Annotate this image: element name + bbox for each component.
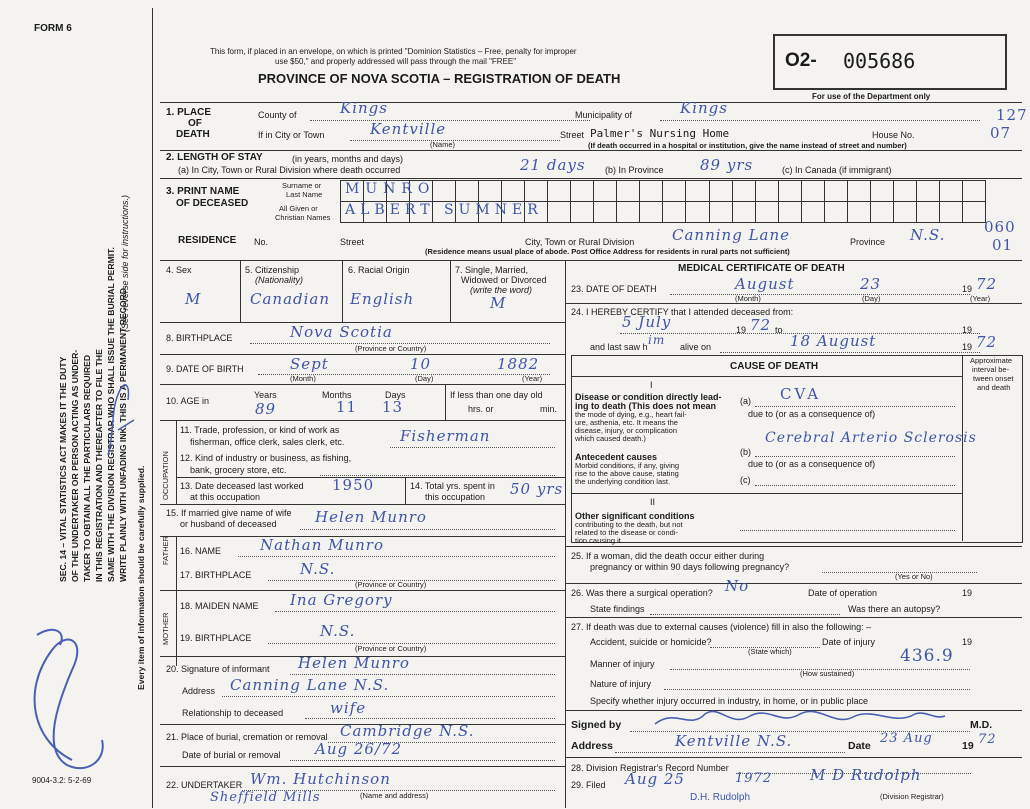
label-nature: Nature of injury bbox=[590, 679, 652, 689]
label-ante-3: rise to the above cause, stating bbox=[575, 469, 679, 478]
postal-note-2: use $50," and properly addressed will pass through the mail "FREE" bbox=[275, 57, 517, 66]
label-stay-province: (b) In Province bbox=[605, 165, 664, 175]
label-name-address: (Name and address) bbox=[360, 791, 429, 800]
value-surgical: No bbox=[725, 577, 750, 595]
label-cd-3: the mode of dying, e.g., heart fail- bbox=[575, 410, 687, 419]
label-marital-3: (write the word) bbox=[470, 285, 533, 295]
label-cd-6: which caused death.) bbox=[575, 434, 646, 443]
label-surname-2: Last Name bbox=[286, 190, 323, 199]
value-informant: Helen Munro bbox=[298, 654, 410, 672]
form-left-border bbox=[152, 8, 153, 808]
value-res-code-2: 01 bbox=[992, 236, 1014, 254]
label-trade-2: fisherman, office clerk, sales clerk, etc. bbox=[190, 437, 345, 447]
label-total-years: 14. Total yrs. spent in bbox=[410, 481, 495, 491]
label-osc-4: tion causing it. bbox=[575, 536, 623, 545]
label-print-name: 3. PRINT NAME bbox=[166, 186, 240, 197]
value-last-saw-date: 18 August bbox=[790, 332, 877, 350]
form-title: PROVINCE OF NOVA SCOTIA – REGISTRATION OF DEATH bbox=[258, 71, 621, 86]
label-name-paren: (Name) bbox=[430, 140, 456, 149]
label-burial-date: Date of burial or removal bbox=[182, 750, 281, 760]
cause-title: CAUSE OF DEATH bbox=[730, 361, 819, 372]
label-dob-day: (Day) bbox=[415, 374, 434, 383]
label-death-month: (Month) bbox=[735, 294, 761, 303]
initial-scribble bbox=[12, 610, 122, 780]
label-due-a: due to (or as a consequence of) bbox=[748, 409, 876, 419]
registration-number-box bbox=[773, 34, 1007, 90]
label-undertaker: 22. UNDERTAKER bbox=[166, 780, 243, 790]
value-father-birthplace: N.S. bbox=[300, 560, 336, 578]
label-pregnancy: 25. If a woman, did the death occur either during bbox=[571, 551, 765, 561]
value-mother-maiden: Ina Gregory bbox=[290, 591, 393, 609]
label-racial: 6. Racial Origin bbox=[348, 265, 410, 275]
label-father-name: 16. NAME bbox=[180, 546, 222, 556]
side-handwriting bbox=[100, 370, 140, 460]
value-father-name: Nathan Munro bbox=[260, 536, 385, 554]
label-signed-date: Date bbox=[848, 740, 871, 752]
label-industry: 12. Kind of industry or business, as fishing, bbox=[180, 453, 352, 463]
label-dob-month: (Month) bbox=[290, 374, 316, 383]
side-text-1: SEC. 14 – VITAL STATISTICS ACT MAKES IT THE DUTY bbox=[58, 356, 68, 582]
value-total-years: 50 yrs bbox=[510, 480, 564, 498]
label-due-b: due to (or as a consequence of) bbox=[748, 459, 876, 469]
label-years: Years bbox=[254, 390, 277, 400]
value-res-city: Canning Lane bbox=[672, 226, 791, 244]
value-last-worked: 1950 bbox=[332, 476, 375, 494]
label-certify: 24. I HEREBY CERTIFY that I attended deceased from: bbox=[571, 307, 794, 317]
label-given: All Given or bbox=[279, 204, 318, 213]
value-burial-place: Cambridge N.S. bbox=[340, 722, 475, 740]
label-res-street: Street bbox=[340, 237, 365, 247]
label-city-town: If in City or Town bbox=[258, 130, 325, 140]
side-text-3: TAKER TO OBTAIN ALL THE PARTICULARS REQUIRED bbox=[82, 354, 92, 582]
form-code: 9004-3.2: 5-2-69 bbox=[32, 776, 92, 785]
value-last-saw-pronoun: im bbox=[648, 333, 666, 347]
label-alive-on: alive on bbox=[680, 342, 712, 352]
value-dob-year: 1882 bbox=[497, 355, 540, 373]
label-less-day: If less than one day old bbox=[450, 390, 543, 400]
label-record-number: 28. Division Registrar's Record Number bbox=[571, 763, 729, 773]
value-stay-city: 21 days bbox=[520, 156, 586, 174]
label-dob: 9. DATE OF BIRTH bbox=[166, 364, 244, 374]
physician-signature bbox=[650, 706, 950, 732]
label-cd-2: ing to death (This does not mean bbox=[575, 401, 717, 411]
reg-prefix: O2- bbox=[785, 50, 817, 71]
value-burial-date: Aug 26/72 bbox=[315, 740, 403, 758]
value-spouse: Helen Munro bbox=[315, 508, 427, 526]
value-attended-from-year: 72 bbox=[750, 316, 772, 334]
label-interval-2: interval be- bbox=[972, 365, 1010, 374]
label-attended-to-19: 19 bbox=[962, 325, 973, 335]
label-cd-4: ure, asthenia, etc. It means the bbox=[575, 418, 678, 427]
side-text-5: SAME WITH THE DIVISION REGISTRAR WHO SHALL ISSUE THE BURIAL PERMIT. bbox=[106, 247, 116, 582]
label-age: 10. AGE in bbox=[166, 396, 210, 406]
value-muni-code: 127 bbox=[996, 106, 1028, 124]
label-informant: 20. Signature of informant bbox=[166, 664, 270, 674]
label-last-worked-2: at this occupation bbox=[190, 492, 261, 502]
label-prov-country-8: (Province or Country) bbox=[355, 344, 427, 353]
label-md: M.D. bbox=[970, 719, 993, 731]
label-birthplace: 8. BIRTHPLACE bbox=[166, 333, 233, 343]
label-osc-1: Other significant conditions bbox=[575, 511, 695, 521]
value-given: ALBERT SUMNER bbox=[345, 202, 543, 218]
label-residence: RESIDENCE bbox=[178, 235, 237, 246]
label-res-province: Province bbox=[850, 237, 886, 247]
label-length-stay-sub: (in years, months and days) bbox=[292, 154, 404, 164]
label-death-day: (Day) bbox=[862, 294, 881, 303]
label-interval-3: tween onset bbox=[973, 374, 1014, 383]
label-spouse-2: or husband of deceased bbox=[180, 519, 277, 529]
label-days: Days bbox=[385, 390, 406, 400]
label-yes-no: (Yes or No) bbox=[895, 572, 933, 581]
value-citizenship: Canadian bbox=[250, 290, 331, 308]
label-hrs: hrs. or bbox=[468, 404, 494, 414]
label-ante-2: Morbid conditions, if any, giving bbox=[575, 461, 680, 470]
label-filed: 29. Filed bbox=[571, 780, 606, 790]
label-sex: 4. Sex bbox=[166, 265, 192, 275]
label-stay-canada: (c) In Canada (if immigrant) bbox=[782, 165, 892, 175]
label-accident: Accident, suicide or homicide? bbox=[590, 637, 712, 647]
label-res-city: City, Town or Rural Division bbox=[525, 237, 635, 247]
label-how: (How sustained) bbox=[800, 669, 855, 678]
label-osc-2: contributing to the death, but not bbox=[575, 520, 683, 529]
value-dob-day: 10 bbox=[410, 355, 432, 373]
label-state-which: (State which) bbox=[748, 647, 792, 656]
label-date-operation: Date of operation bbox=[808, 588, 878, 598]
label-months: Months bbox=[322, 390, 352, 400]
value-racial: English bbox=[350, 290, 415, 308]
side-text-7: (See reverse side for instructions.) bbox=[120, 194, 130, 332]
label-interval: Approximate bbox=[970, 356, 1013, 365]
label-place-of: OF bbox=[188, 118, 202, 129]
label-occupation: OCCUPATION bbox=[161, 451, 170, 500]
value-surname: MUNRO bbox=[345, 181, 436, 197]
label-maiden-name: 18. MAIDEN NAME bbox=[180, 601, 259, 611]
medical-title: MEDICAL CERTIFICATE OF DEATH bbox=[678, 263, 845, 274]
label-industry-place: Specify whether injury occurred in industry, in home, or in public place bbox=[590, 696, 868, 706]
value-mother-birthplace: N.S. bbox=[320, 622, 356, 640]
surname-grid bbox=[340, 180, 986, 202]
label-spouse: 15. If married give name of wife bbox=[166, 508, 292, 518]
value-signed-date: 23 Aug bbox=[880, 731, 933, 746]
value-street: Palmer's Nursing Home bbox=[590, 127, 730, 140]
form-id: FORM 6 bbox=[34, 23, 72, 34]
label-state-findings: State findings bbox=[590, 604, 645, 614]
label-division-registrar: (Division Registrar) bbox=[880, 792, 944, 801]
label-informant-address: Address bbox=[182, 686, 216, 696]
value-registrar-print: D.H. Rudolph bbox=[690, 792, 751, 803]
value-age-days: 13 bbox=[382, 398, 404, 416]
value-injury-code: 436.9 bbox=[900, 646, 954, 666]
label-municipality: Municipality of bbox=[575, 110, 633, 120]
value-undertaker-address: Sheffield Mills bbox=[210, 790, 321, 805]
label-min: min. bbox=[540, 404, 558, 414]
label-length-stay: 2. LENGTH OF STAY bbox=[166, 152, 263, 163]
value-marital: M bbox=[490, 294, 507, 312]
side-text-2: OF THE UNDERTAKER OR PERSON ACTING AS UNDER- bbox=[70, 349, 80, 582]
label-last-worked: 13. Date deceased last worked bbox=[180, 481, 304, 491]
label-place: 1. PLACE bbox=[166, 107, 212, 118]
label-death-year: (Year) bbox=[970, 294, 991, 303]
value-res-province: N.S. bbox=[910, 226, 946, 244]
label-last-saw-19: 19 bbox=[962, 342, 973, 352]
value-res-code-1: 060 bbox=[984, 218, 1016, 236]
label-cause-b: (b) bbox=[740, 447, 751, 457]
label-of-deceased: OF DECEASED bbox=[176, 198, 249, 209]
label-ante-4: the underlying condition last. bbox=[575, 477, 671, 486]
label-res-no: No. bbox=[254, 237, 269, 247]
side-text-8: Every item of information should be carefully supplied. bbox=[136, 465, 146, 690]
label-pregnancy-2: pregnancy or within 90 days following pregnancy? bbox=[590, 562, 790, 572]
label-signed-by: Signed by bbox=[571, 719, 622, 731]
value-death-year: 72 bbox=[976, 275, 998, 293]
value-municipality: Kings bbox=[680, 99, 728, 117]
label-surname: Surname or bbox=[282, 181, 322, 190]
label-nationality: (Nationality) bbox=[255, 275, 304, 285]
label-prov-country-17: (Province or Country) bbox=[355, 580, 427, 589]
label-county: County of bbox=[258, 110, 297, 120]
label-father: FATHER bbox=[161, 535, 170, 565]
label-place-death: DEATH bbox=[176, 129, 210, 140]
value-registrar-signature: M D Rudolph bbox=[810, 766, 922, 784]
label-interval-4: and death bbox=[977, 383, 1011, 392]
label-hospital-note: (If death occurred in a hospital or institution, give the name instead of street and number) bbox=[588, 141, 907, 150]
label-op-19: 19 bbox=[962, 588, 973, 598]
label-burial-place: 21. Place of burial, cremation or removal bbox=[166, 732, 328, 742]
value-undertaker: Wm. Hutchinson bbox=[250, 770, 391, 788]
value-death-month: August bbox=[735, 275, 795, 293]
label-marital: 7. Single, Married, bbox=[455, 265, 529, 275]
value-relationship: wife bbox=[330, 699, 367, 717]
value-cause-a: CVA bbox=[780, 385, 822, 403]
dept-use: For use of the Department only bbox=[812, 92, 931, 101]
label-external: 27. If death was due to external causes (violence) fill in also the following: – bbox=[571, 622, 872, 632]
label-prov-country-19: (Province or Country) bbox=[355, 644, 427, 653]
value-county: Kings bbox=[340, 99, 388, 117]
reg-number: 005686 bbox=[843, 49, 916, 73]
value-informant-address: Canning Lane N.S. bbox=[230, 676, 390, 694]
label-cause-c: (c) bbox=[740, 475, 751, 485]
value-sex: M bbox=[185, 290, 202, 308]
value-stay-province: 89 yrs bbox=[700, 156, 754, 174]
value-age-years: 89 bbox=[255, 400, 277, 418]
label-signed-19: 19 bbox=[962, 740, 974, 752]
value-last-saw-year: 72 bbox=[976, 333, 998, 351]
value-death-day: 23 bbox=[860, 275, 882, 293]
label-father-birthplace: 17. BIRTHPLACE bbox=[180, 570, 252, 580]
label-stay-city: (a) In City, Town or Rural Division where death occurred bbox=[178, 165, 401, 175]
label-surgical: 26. Was there a surgical operation? bbox=[571, 588, 713, 598]
value-birthplace: Nova Scotia bbox=[290, 323, 393, 341]
label-given-2: Christian Names bbox=[275, 213, 331, 222]
label-mother: MOTHER bbox=[161, 612, 170, 645]
value-trade: Fisherman bbox=[400, 427, 491, 445]
value-attended-from: 5 July bbox=[622, 313, 672, 331]
side-text-6: WRITE PLAINLY WITH UNFADING INK. THIS IS A PERMANENT RECORD. bbox=[118, 285, 128, 582]
label-date-injury: Date of injury bbox=[822, 637, 876, 647]
label-cd-1: Disease or condition directly lead- bbox=[575, 392, 722, 402]
label-last-saw: and last saw h bbox=[590, 342, 648, 352]
label-mother-birthplace: 19. BIRTHPLACE bbox=[180, 633, 252, 643]
label-house-no: House No. bbox=[872, 130, 915, 140]
label-address-md: Address bbox=[571, 740, 614, 752]
label-injury-19: 19 bbox=[962, 637, 973, 647]
label-ante-1: Antecedent causes bbox=[575, 452, 658, 462]
side-text-4: IN THIS REGISTRATION AND THEREAFTER TO FILE THE bbox=[94, 349, 104, 582]
label-death-date: 23. DATE OF DEATH bbox=[571, 284, 657, 294]
value-house-code: 07 bbox=[990, 124, 1012, 142]
label-relationship: Relationship to deceased bbox=[182, 708, 284, 718]
label-attended-to: to bbox=[775, 325, 783, 335]
value-signed-year: 72 bbox=[978, 732, 997, 747]
label-industry-2: bank, grocery store, etc. bbox=[190, 465, 287, 475]
label-autopsy: Was there an autopsy? bbox=[848, 604, 941, 614]
label-manner: Manner of injury bbox=[590, 659, 655, 669]
label-cause-a: (a) bbox=[740, 396, 751, 406]
label-roman-2: II bbox=[650, 497, 656, 507]
label-death-19: 19 bbox=[962, 284, 973, 294]
label-roman-1: I bbox=[650, 380, 653, 390]
value-filed-date: Aug 25 bbox=[625, 770, 685, 788]
label-trade: 11. Trade, profession, or kind of work as bbox=[180, 425, 340, 435]
label-dob-year: (Year) bbox=[522, 374, 543, 383]
value-city-town: Kentville bbox=[370, 120, 447, 138]
label-osc-3: related to the disease or condi- bbox=[575, 528, 678, 537]
value-cause-b: Cerebral Arterio Sclerosis bbox=[765, 430, 977, 446]
value-filed-year: 1972 bbox=[735, 771, 773, 786]
label-res-note: (Residence means usual place of abode. Post Office Address for residents in rural parts not sufficient) bbox=[425, 247, 790, 256]
postal-note-1: This form, if placed in an envelope, on which is printed "Dominion Statistics – Free, penalty for improper bbox=[210, 47, 577, 56]
value-age-months: 11 bbox=[336, 398, 358, 416]
label-marital-2: Widowed or Divorced bbox=[461, 275, 547, 285]
value-signed-address: Kentville N.S. bbox=[675, 732, 793, 750]
label-street: Street bbox=[560, 130, 585, 140]
label-total-years-2: this occupation bbox=[425, 492, 486, 502]
label-cd-5: disease, injury, or complication bbox=[575, 426, 677, 435]
value-dob-month: Sept bbox=[290, 355, 329, 373]
label-attended-19: 19 bbox=[736, 325, 747, 335]
label-citizenship: 5. Citizenship bbox=[245, 265, 300, 275]
